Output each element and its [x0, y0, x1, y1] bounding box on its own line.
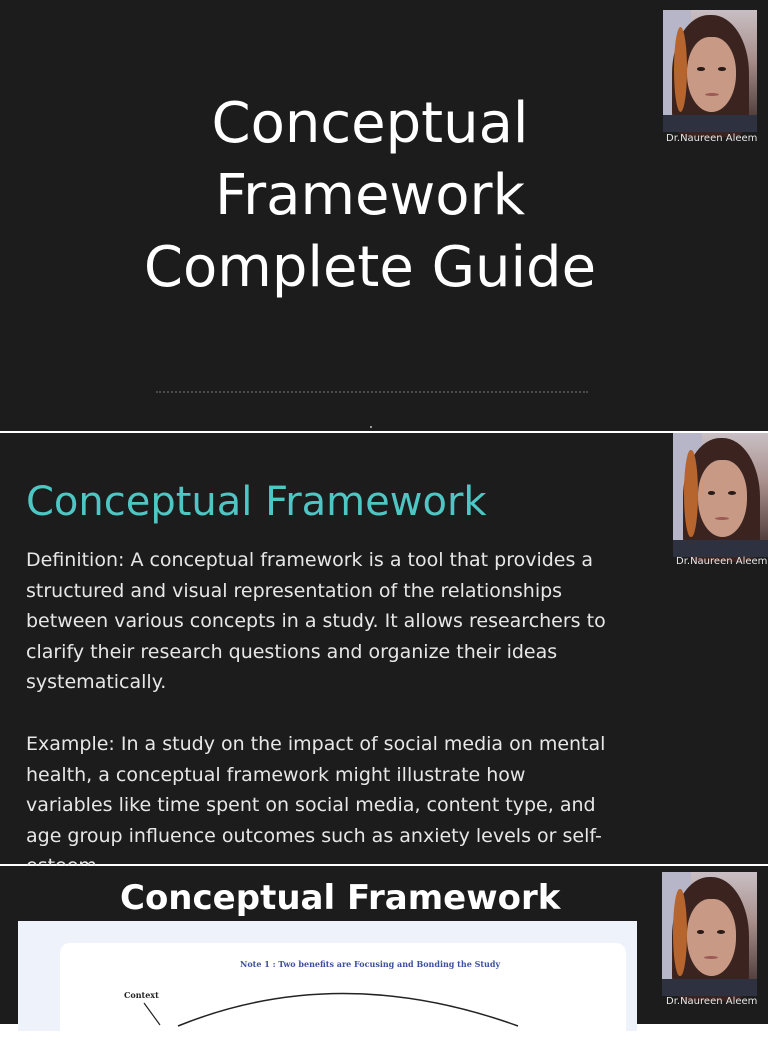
- framework-diagram-image: [18, 921, 637, 1031]
- slide-diagram: [0, 866, 768, 1024]
- diagram-note: Note 1 : Two benefits are Focusing and Bonding the Study: [240, 959, 501, 969]
- slide-title: [0, 0, 768, 431]
- diagram-context-label: Context: [124, 990, 159, 1000]
- dotted-divider: [156, 391, 588, 393]
- decorative-dot: [370, 426, 372, 428]
- slide-heading: Conceptual Framework: [120, 878, 561, 918]
- slide-definition: [0, 433, 768, 864]
- presenter-webcam-image: [663, 10, 757, 132]
- presenter-webcam-image: [673, 433, 768, 557]
- presenter-name: Dr.Naureen Aleem: [676, 556, 768, 567]
- slide-title-text: Conceptual Framework Complete Guide: [143, 91, 597, 300]
- diagram-arc: [18, 921, 637, 1031]
- definition-paragraph: Definition: A conceptual framework is a tool that provides a structured and visual representation of the relationships between various concepts in a study. It allows researchers to clarify their research questions and organize their ideas systematically.: [26, 549, 606, 693]
- presenter-name: Dr.Naureen Aleem: [666, 996, 758, 1007]
- example-paragraph: Example: In a study on the impact of social media on mental health, a conceptual framework might illustrate how variables like time spent on social media, content type, and age group influence outcomes such as anxiety levels or self-: [26, 733, 606, 847]
- presenter-name: Dr.Naureen Aleem: [666, 133, 758, 144]
- presenter-webcam-image: [662, 872, 757, 996]
- slide-heading: Conceptual Framework: [26, 479, 487, 525]
